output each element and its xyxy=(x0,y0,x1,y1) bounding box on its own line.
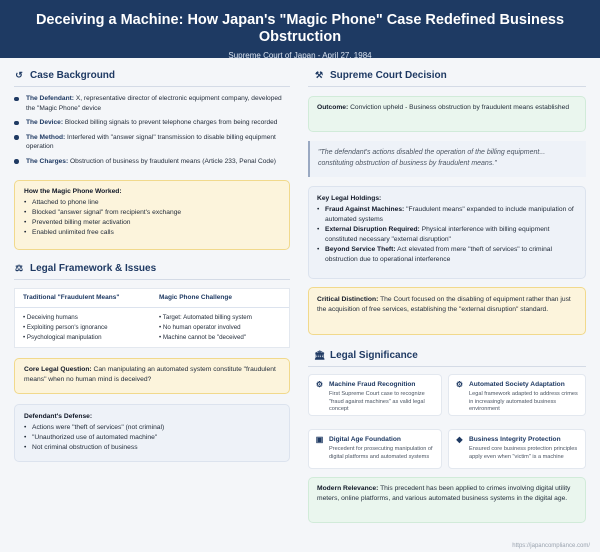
defense-box xyxy=(14,404,290,462)
outcome-box: Outcome: Conviction upheld - Business obstruction by fraudulent means established xyxy=(308,96,586,132)
list-item: The Method: Interfered with "answer signal" transmission to disable billing equipment operation xyxy=(14,133,290,152)
computer-icon: ▣ xyxy=(315,435,324,444)
significance-card: ◆ Business Integrity Protection Ensured core business protection principles apply even when "victim" is a machine xyxy=(448,429,586,469)
page-title: Deceiving a Machine: How Japan's "Magic Phone" Case Redefined Business Obstruction xyxy=(35,12,565,45)
significance-card: ⚙ Machine Fraud Recognition First Supreme Court case to recognize "fraud against machines" as valid legal concept xyxy=(308,374,442,416)
comparison-table xyxy=(14,288,290,348)
gears-icon: ⚙ xyxy=(455,380,464,389)
how-it-worked-box xyxy=(14,180,290,250)
legal-framework-heading: ⚖ Legal Framework & Issues xyxy=(14,263,157,274)
history-icon: ↺ xyxy=(15,70,23,80)
how-it-worked-title: How the Magic Phone Worked: xyxy=(24,188,122,195)
significance-card: ⚙ Automated Society Adaptation Legal framework adapted to address crimes in increasingly automated business environment xyxy=(448,374,586,416)
list-item: • Enabled unlimited free calls xyxy=(24,228,280,238)
list-item: • Actions were "theft of services" (not criminal) xyxy=(24,423,280,433)
table-cell-traditional: • Deceiving humans • Exploiting person's ignorance • Psychological manipulation xyxy=(15,313,151,343)
table-cell-challenge: • Target: Automated billing system • No human operator involved • Machine cannot be "deceived" xyxy=(151,313,291,343)
section-divider xyxy=(14,279,290,280)
table-header-traditional: Traditional "Fraudulent Means" xyxy=(23,294,120,301)
table-divider xyxy=(15,307,289,308)
section-divider xyxy=(308,366,586,367)
list-item: • Not criminal obstruction of business xyxy=(24,443,280,453)
footer-url[interactable]: https://japancompliance.com/ xyxy=(512,543,590,549)
significance-card: ▣ Digital Age Foundation Precedent for prosecuting manipulation of digital platforms and automated systems xyxy=(308,429,442,469)
list-item: • Prevented billing meter activation xyxy=(24,218,280,228)
list-item: The Defendant: X, representative director of electronic equipment company, developed the "Magic Phone" device xyxy=(14,94,290,113)
court-quote: "The defendant's actions disabled the operation of the billing equipment... constituting obstruction of business by fraudulent means." xyxy=(308,141,586,177)
list-item: The Device: Blocked billing signals to prevent telephone charges from being recorded xyxy=(14,118,290,128)
section-divider xyxy=(308,86,586,87)
legal-significance-heading: 🏛 Legal Significance xyxy=(314,350,418,361)
table-header-challenge: Magic Phone Challenge xyxy=(159,294,232,301)
supreme-court-decision-heading: ⚒ Supreme Court Decision xyxy=(314,70,447,81)
left-column xyxy=(0,58,300,552)
key-holdings-title: Key Legal Holdings: xyxy=(317,195,382,202)
key-holdings-box xyxy=(308,186,586,279)
page-header xyxy=(0,0,600,58)
list-item: • Beyond Service Theft: Act elevated from mere "theft of services" to criminal obstruction due to operational interference xyxy=(317,245,577,265)
page-subtitle: Supreme Court of Japan - April 27, 1984 xyxy=(228,51,372,60)
scales-icon: ⚖ xyxy=(14,263,24,273)
background-list xyxy=(14,94,290,171)
robot-icon: ⚙ xyxy=(315,380,324,389)
shield-icon: ◆ xyxy=(456,435,463,444)
list-item: • "Unauthorized use of automated machine" xyxy=(24,433,280,443)
list-item: The Charges: Obstruction of business by fraudulent means (Article 233, Penal Code) xyxy=(14,157,290,167)
institution-icon: 🏛 xyxy=(314,350,326,360)
case-background-heading: ↺ Case Background xyxy=(15,70,116,81)
core-question-box: Core Legal Question: Can manipulating an automated system constitute "fraudulent means" when no human mind is deceived? xyxy=(14,358,290,394)
list-item: • Attached to phone line xyxy=(24,198,280,208)
list-item: • Blocked "answer signal" from recipient's exchange xyxy=(24,208,280,218)
gavel-icon: ⚒ xyxy=(314,70,324,80)
list-item: • Fraud Against Machines: "Fraudulent means" expanded to include manipulation of automated systems xyxy=(317,205,577,225)
section-divider xyxy=(14,86,290,87)
critical-distinction-box: Critical Distinction: The Court focused on the disabling of equipment rather than just the acquisition of free services, establishing the "external disruption" standard. xyxy=(308,287,586,335)
defense-title: Defendant's Defense: xyxy=(24,413,93,420)
list-item: • External Disruption Required: Physical interference with billing equipment constituted necessary "external disruption" xyxy=(317,225,577,245)
modern-relevance-box: Modern Relevance: This precedent has been applied to crimes involving digital utility meters, online platforms, and various automated business systems in the digital age. xyxy=(308,477,586,523)
